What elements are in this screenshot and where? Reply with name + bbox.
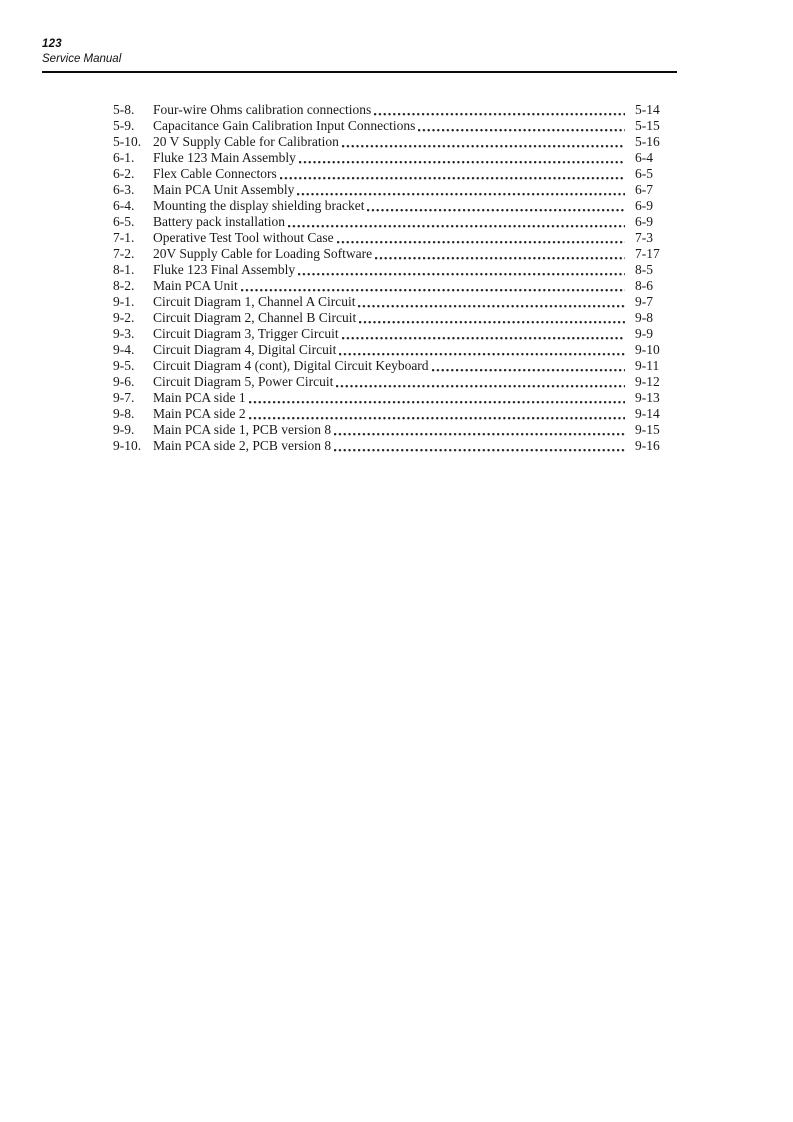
list-item [113, 150, 679, 166]
figure-label: Circuit Diagram 5, Power Circuit [153, 374, 334, 389]
figure-page-number: 5-14 [635, 102, 660, 117]
figure-label: Battery pack installation [153, 214, 285, 229]
dot-leader [337, 240, 625, 244]
figure-page-number: 5-16 [635, 134, 660, 149]
page-header [42, 37, 121, 67]
figure-label: Circuit Diagram 3, Trigger Circuit [153, 326, 339, 341]
figure-number: 9-6. [113, 374, 135, 389]
dot-leader [249, 400, 625, 404]
list-item [113, 310, 679, 326]
figure-number: 9-5. [113, 358, 135, 373]
doc-subtitle: Service Manual [42, 53, 122, 65]
figure-page-number: 9-10 [635, 342, 660, 357]
dot-leader [334, 432, 625, 436]
figure-page-number: 7-17 [635, 246, 660, 261]
figure-page-number: 6-4 [635, 150, 653, 165]
list-item [113, 438, 679, 454]
dot-leader [298, 272, 625, 276]
figure-page-number: 9-12 [635, 374, 660, 389]
figure-page-number: 9-15 [635, 422, 660, 437]
dot-leader [342, 144, 625, 148]
figure-label: Main PCA side 2, PCB version 8 [153, 438, 332, 453]
dot-leader [336, 384, 625, 388]
dot-leader [299, 160, 625, 164]
dot-leader [367, 208, 625, 212]
figure-label: Circuit Diagram 1, Channel A Circuit [153, 294, 356, 309]
figure-page-number: 6-7 [635, 182, 653, 197]
list-item [113, 422, 679, 438]
list-item [113, 246, 679, 262]
list-item [113, 278, 679, 294]
figure-number: 5-10. [113, 134, 142, 149]
figure-number: 7-1. [113, 230, 135, 245]
figure-label: Circuit Diagram 4 (cont), Digital Circuit Keyboard [153, 358, 429, 373]
list-item [113, 342, 679, 358]
dot-leader [241, 288, 625, 292]
figure-number: 6-1. [113, 150, 135, 165]
header-rule [42, 71, 677, 73]
list-item [113, 134, 679, 150]
list-item [113, 326, 679, 342]
figure-page-number: 8-6 [635, 278, 653, 293]
list-item [113, 406, 679, 422]
figure-label: Operative Test Tool without Case [153, 230, 334, 245]
list-item [113, 166, 679, 182]
figure-number: 5-8. [113, 102, 135, 117]
figures-list [113, 102, 679, 454]
list-item [113, 118, 679, 134]
figure-page-number: 9-9 [635, 326, 653, 341]
figure-number: 9-7. [113, 390, 135, 405]
list-item [113, 182, 679, 198]
figure-page-number: 9-11 [635, 358, 660, 373]
dot-leader [359, 320, 625, 324]
dot-leader [342, 336, 625, 340]
figure-label: Main PCA side 2 [153, 406, 246, 421]
figure-page-number: 6-5 [635, 166, 653, 181]
list-item [113, 358, 679, 374]
list-item [113, 374, 679, 390]
figure-number: 8-2. [113, 278, 135, 293]
dot-leader [418, 128, 625, 132]
figure-number: 6-5. [113, 214, 135, 229]
figure-label: Main PCA side 1, PCB version 8 [153, 422, 332, 437]
figure-number: 9-3. [113, 326, 135, 341]
dot-leader [288, 224, 625, 228]
dot-leader [334, 448, 625, 452]
figure-page-number: 9-8 [635, 310, 653, 325]
figure-label: Fluke 123 Main Assembly [153, 150, 296, 165]
list-item [113, 262, 679, 278]
figure-label: Four-wire Ohms calibration connections [153, 102, 372, 117]
doc-title: 123 [42, 38, 62, 50]
dot-leader [297, 192, 625, 196]
figure-number: 7-2. [113, 246, 135, 261]
dot-leader [374, 112, 625, 116]
figure-number: 9-9. [113, 422, 135, 437]
figure-number: 5-9. [113, 118, 135, 133]
figure-label: Fluke 123 Final Assembly [153, 262, 296, 277]
list-item [113, 390, 679, 406]
figure-number: 9-10. [113, 438, 142, 453]
figure-number: 6-3. [113, 182, 135, 197]
figure-number: 8-1. [113, 262, 135, 277]
figure-label: Flex Cable Connectors [153, 166, 277, 181]
dot-leader [280, 176, 625, 180]
figure-number: 9-1. [113, 294, 135, 309]
dot-leader [432, 368, 625, 372]
list-item [113, 230, 679, 246]
figure-number: 6-4. [113, 198, 135, 213]
dot-leader [358, 304, 625, 308]
dot-leader [375, 256, 625, 260]
list-item [113, 294, 679, 310]
figure-label: Main PCA side 1 [153, 390, 246, 405]
figure-number: 9-4. [113, 342, 135, 357]
figure-number: 9-2. [113, 310, 135, 325]
figure-label: Circuit Diagram 4, Digital Circuit [153, 342, 337, 357]
list-item [113, 102, 679, 118]
figure-page-number: 9-16 [635, 438, 660, 453]
dot-leader [249, 416, 625, 420]
figure-page-number: 9-14 [635, 406, 660, 421]
figure-page-number: 5-15 [635, 118, 660, 133]
figure-label: Main PCA Unit [153, 278, 238, 293]
dot-leader [339, 352, 625, 356]
figure-number: 6-2. [113, 166, 135, 181]
figure-label: Circuit Diagram 2, Channel B Circuit [153, 310, 357, 325]
figure-page-number: 7-3 [635, 230, 653, 245]
list-item [113, 214, 679, 230]
figure-page-number: 9-7 [635, 294, 653, 309]
figure-label: Capacitance Gain Calibration Input Connections [153, 118, 416, 133]
figure-label: Main PCA Unit Assembly [153, 182, 295, 197]
figure-page-number: 9-13 [635, 390, 660, 405]
figure-page-number: 6-9 [635, 198, 653, 213]
figure-label: 20 V Supply Cable for Calibration [153, 134, 339, 149]
list-item [113, 198, 679, 214]
figure-number: 9-8. [113, 406, 135, 421]
figure-label: 20V Supply Cable for Loading Software [153, 246, 373, 261]
figure-label: Mounting the display shielding bracket [153, 198, 365, 213]
figure-page-number: 8-5 [635, 262, 653, 277]
figure-page-number: 6-9 [635, 214, 653, 229]
